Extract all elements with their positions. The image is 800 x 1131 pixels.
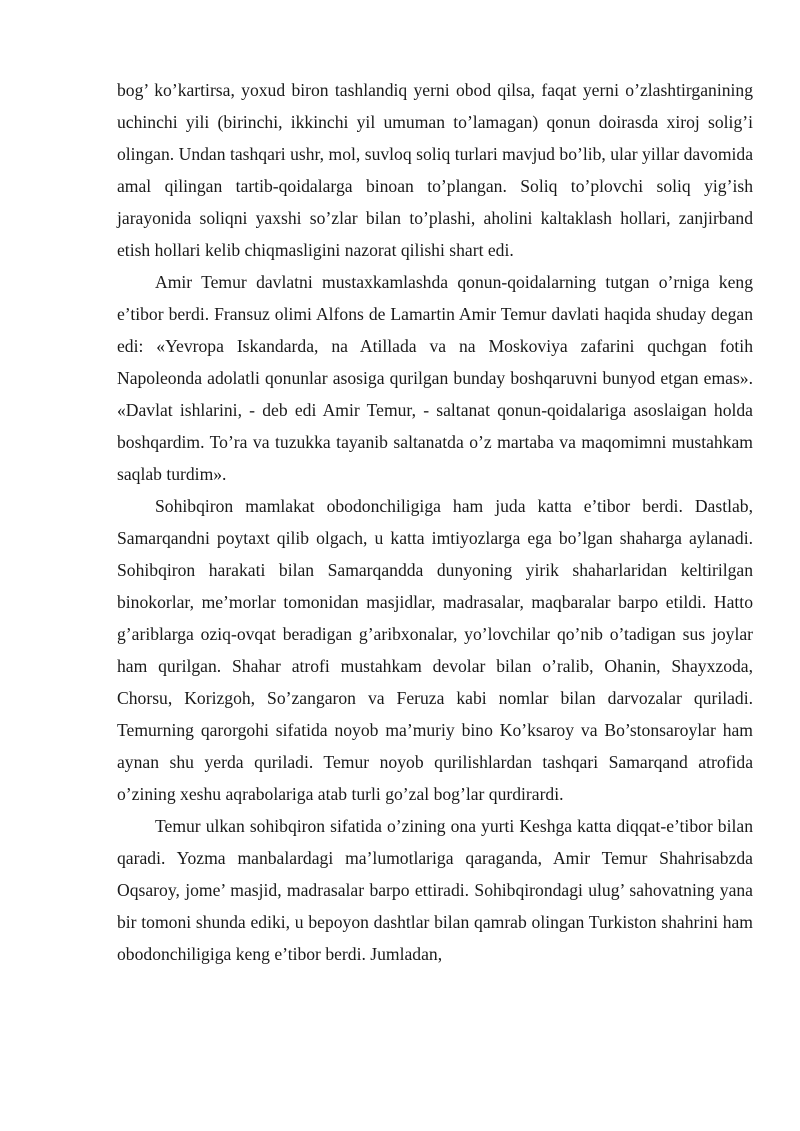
paragraph-kesh-and-turkistan: Temur ulkan sohibqiron sifatida o’zining ona yurti Keshga katta diqqat-e’tibor bilan qaradi. Yozma manbalardagi ma’lumotlariga qaraganda, Amir Temur Shahrisabzda Oqsaroy, jome’ masjid, madrasalar barpo ettiradi. Sohibqirondagi ulug’ sahovatning yana bir tomoni shunda ediki, u bepoyon dashtlar bilan qamrab olingan Turkiston shahrini ham obodonchiligiga keng e’tibor berdi. Jumladan, [117, 816, 753, 964]
document-page [117, 74, 753, 970]
paragraph-samarkand-construction: Sohibqiron mamlakat obodonchiligiga ham juda katta e’tibor berdi. Dastlab, Samarqandni poytaxt qilib olgach, u katta imtiyozlarga ega bo’lgan shaharga aylanadi. Sohibqiron harakati bilan Samarqandda dunyoning yirik shaharlaridan keltirilgan binokorlar, me’morlar tomonidan masjidlar, madrasalar, maqbaralar barpo etildi. Hatto g’ariblarga oziq-ovqat beradigan g’aribxonalar, yo’lovchilar qo’nib o’tadigan sus joylar ham qurilgan. Shahar atrofi mustahkam devolar bilan o’ralib, Ohanin, Shayxzoda, Chorsu, Korizgoh, So’zangaron va Feruza kabi nomlar bilan darvozalar quriladi. Temurning qarorgohi sifatida noyob ma’muriy bino Ko’ksaroy va Bo’stonsaroylar ham aynan shu yerda quriladi. Temur noyob qurilishlardan tashqari Samarqand atrofida o’zining xeshu aqrabolariga atab turli go’zal bog’lar qurdirardi. [117, 496, 753, 804]
paragraph-law-and-order: Amir Temur davlatni mustaxkamlashda qonun-qoidalarning tutgan o’rniga keng e’tibor berdi. Fransuz olimi Alfons de Lamartin Amir Temur davlati haqida shuday degan edi: «Yevropa Iskandarda, na Atillada va na Moskoviya zafarini quchgan fotih Napoleonda adolatli qonunlar asosiga qurilgan bunday boshqaruvni bunyod etgan emas». «Davlat ishlarini, - deb edi Amir Temur, - saltanat qonun-qoidalariga asoslaigan holda boshqardim. To’ra va tuzukka tayanib saltanatda o’z martaba va maqomimni mustahkam saqlab turdim». [117, 272, 753, 484]
paragraph-tax-continuation: bog’ ko’kartirsa, yoxud biron tashlandiq yerni obod qilsa, faqat yerni o’zlashtirganining uchinchi yili (birinchi, ikkinchi yil umuman to’lamagan) qonun doirasda xiroj solig’i olingan. Undan tashqari ushr, mol, suvloq soliq turlari mavjud bo’lib, ular yillar davomida amal qilingan tartib-qoidalarga binoan to’plangan. Soliq to’plovchi soliq yig’ish jarayonida soliqni yaxshi so’zlar bilan to’plashi, aholini kaltaklash hollari, zanjirband etish hollari kelib chiqmasligini nazorat qilishi shart edi. [117, 80, 753, 260]
